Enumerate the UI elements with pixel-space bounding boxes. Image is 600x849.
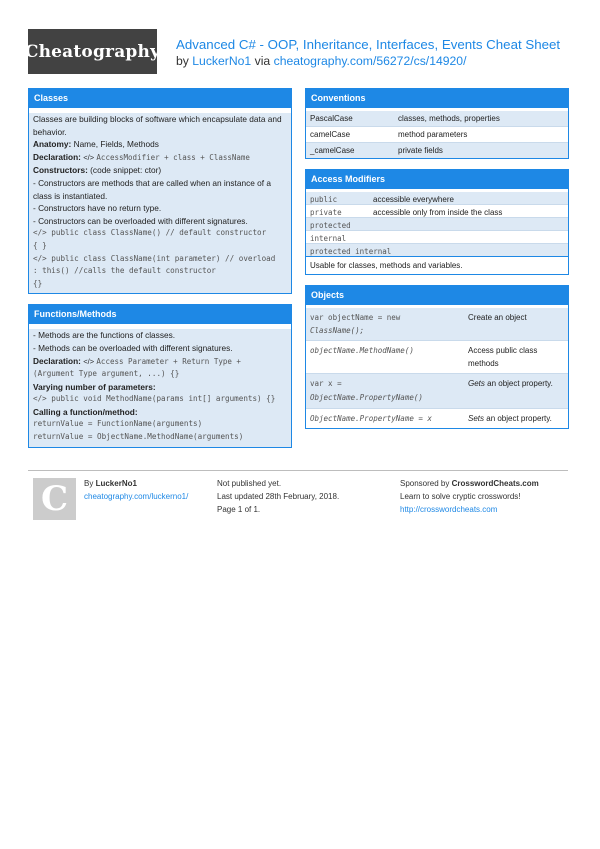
published-status: Not published yet.	[217, 479, 282, 488]
sponsor-link[interactable]: http://crosswordcheats.com	[400, 505, 498, 514]
objects-heading: Objects	[306, 286, 568, 305]
right-column	[305, 88, 569, 439]
sponsor-name: CrosswordCheats.com	[451, 479, 539, 488]
desc-emphasis: Sets	[468, 414, 485, 423]
table-row	[306, 373, 568, 408]
object-code	[306, 374, 464, 408]
declaration-code: AccessModifier + class + ClassName	[96, 152, 250, 162]
page-number: Page 1 of 1.	[217, 505, 261, 514]
ctor-bullet-3: - Constructors can be overloaded with different signatures.	[29, 215, 291, 228]
code-text: public void MethodName(params int[] arguments) {}	[51, 394, 276, 404]
anatomy-value: Name, Fields, Methods	[73, 139, 159, 150]
declaration-code: Access Parameter + Return Type +	[96, 356, 241, 366]
object-desc	[464, 374, 557, 408]
varying-label	[29, 381, 291, 394]
calling-label	[29, 406, 291, 419]
sheet-url-link[interactable]: cheatography.com/56272/cs/14920/	[273, 54, 467, 68]
table-row	[306, 340, 568, 373]
functions-section	[28, 304, 292, 447]
code-text: ObjectName.PropertyName()	[310, 393, 423, 402]
conventions-heading: Conventions	[306, 89, 568, 108]
footer-author-name: LuckerNo1	[95, 479, 137, 488]
convention-desc: method parameters	[398, 130, 468, 139]
constructors-label: Constructors:	[33, 165, 88, 176]
access-modifiers-section	[305, 169, 569, 275]
convention-name: _camelCase	[310, 146, 355, 155]
code-icon: </>	[83, 356, 95, 366]
last-updated: Last updated 28th February, 2018.	[217, 492, 340, 501]
functions-bullet-2: - Methods can be overloaded with different signatures.	[29, 342, 291, 355]
modifiers-note: Usable for classes, methods and variables.	[310, 261, 463, 270]
by-word: by	[176, 54, 189, 68]
convention-name: PascalCase	[310, 114, 353, 123]
code-icon: </>	[33, 228, 47, 238]
code-icon: </>	[33, 253, 47, 263]
desc-emphasis: Gets	[468, 379, 485, 388]
modifier-name: internal	[310, 234, 347, 243]
classes-constructors	[29, 164, 291, 177]
code-line: returnValue = ObjectName.MethodName(arguments)	[29, 431, 291, 447]
ctor-bullet-1: - Constructors are methods that are called when an instance of a class is instantiated.	[29, 177, 291, 202]
table-row	[306, 142, 568, 158]
varying-label-text: Varying number of parameters:	[33, 381, 156, 392]
conventions-section	[305, 88, 569, 159]
object-code: ObjectName.PropertyName = x	[310, 414, 432, 423]
desc-text: an object property.	[484, 414, 552, 423]
modifier-name: protected	[310, 221, 351, 230]
footer-by-word: By	[84, 479, 94, 488]
classes-heading: Classes	[29, 89, 291, 108]
code-text: var objectName = new	[310, 313, 401, 322]
modifier-name: protected internal	[310, 247, 392, 256]
table-row	[306, 192, 568, 204]
classes-section	[28, 88, 292, 294]
table-row	[306, 217, 568, 230]
code-line: (Argument Type argument, ...) {}	[29, 368, 291, 381]
modifier-desc: accessible only from inside the class	[373, 208, 503, 217]
functions-heading: Functions/Methods	[29, 305, 291, 324]
page-title: Advanced C# - OOP, Inheritance, Interfaces, Events Cheat Sheet	[176, 37, 561, 52]
constructors-value: (code snippet: ctor)	[90, 165, 162, 176]
convention-name: camelCase	[310, 130, 351, 139]
desc-text: an object property.	[484, 379, 553, 388]
classes-declaration	[29, 151, 291, 165]
table-row	[306, 111, 568, 126]
sponsor-line	[400, 478, 539, 491]
code-text: ClassName();	[310, 326, 365, 335]
object-desc: Create an object	[468, 313, 527, 322]
modifier-name: public	[310, 195, 338, 204]
code-line: { }	[29, 240, 291, 253]
cheatography-logo[interactable]: Cheatography	[28, 29, 157, 74]
table-row	[306, 256, 568, 274]
declaration-label: Declaration:	[33, 355, 81, 366]
code-line	[29, 393, 291, 406]
code-line	[29, 253, 291, 266]
objects-section	[305, 285, 569, 429]
modifier-name: private	[310, 208, 342, 217]
code-icon: </>	[83, 152, 95, 162]
object-desc	[464, 409, 556, 428]
object-desc: Access public class methods	[468, 346, 538, 368]
convention-desc: classes, methods, properties	[398, 114, 500, 123]
code-line: {}	[29, 278, 291, 294]
functions-bullet-1: - Methods are the functions of classes.	[29, 329, 291, 342]
classes-anatomy	[29, 138, 291, 151]
sponsor-tagline: Learn to solve cryptic crosswords!	[400, 492, 521, 501]
table-row	[306, 408, 568, 428]
code-line	[29, 227, 291, 240]
author-link[interactable]: LuckerNo1	[192, 54, 252, 68]
via-word: via	[254, 54, 271, 68]
code-line: returnValue = FunctionName(arguments)	[29, 418, 291, 431]
anatomy-label: Anatomy:	[33, 139, 72, 150]
object-code: objectName.MethodName()	[310, 346, 414, 355]
modifier-desc: accessible everywhere	[373, 195, 454, 204]
classes-intro: Classes are building blocks of software which encapsulate data and behavior.	[29, 113, 291, 138]
table-row	[306, 126, 568, 142]
calling-label-text: Calling a function/method:	[33, 406, 138, 417]
object-code	[306, 308, 464, 340]
code-text: public class ClassName() // default constructor	[51, 228, 267, 238]
byline	[176, 54, 466, 68]
code-icon: </>	[33, 394, 47, 404]
convention-desc: private fields	[398, 146, 443, 155]
footer-author-link[interactable]: cheatography.com/luckerno1/	[84, 492, 189, 501]
table-row	[306, 308, 568, 340]
code-line: : this() //calls the default constructor	[29, 265, 291, 278]
table-row	[306, 204, 568, 217]
left-column	[28, 88, 292, 458]
functions-declaration	[29, 355, 291, 369]
footer-author	[84, 478, 137, 491]
avatar[interactable]: C	[33, 478, 76, 520]
sponsor-prefix: Sponsored by	[400, 479, 450, 488]
sponsor-url	[400, 504, 497, 517]
code-text: public class ClassName(int parameter) // overload	[51, 253, 276, 263]
table-row	[306, 230, 568, 243]
ctor-bullet-2: - Constructors have no return type.	[29, 202, 291, 215]
access-modifiers-heading: Access Modifiers	[306, 170, 568, 189]
code-text: var x =	[310, 379, 342, 388]
table-row	[306, 243, 568, 256]
declaration-label: Declaration:	[33, 151, 81, 162]
footer-author-url	[84, 491, 188, 504]
